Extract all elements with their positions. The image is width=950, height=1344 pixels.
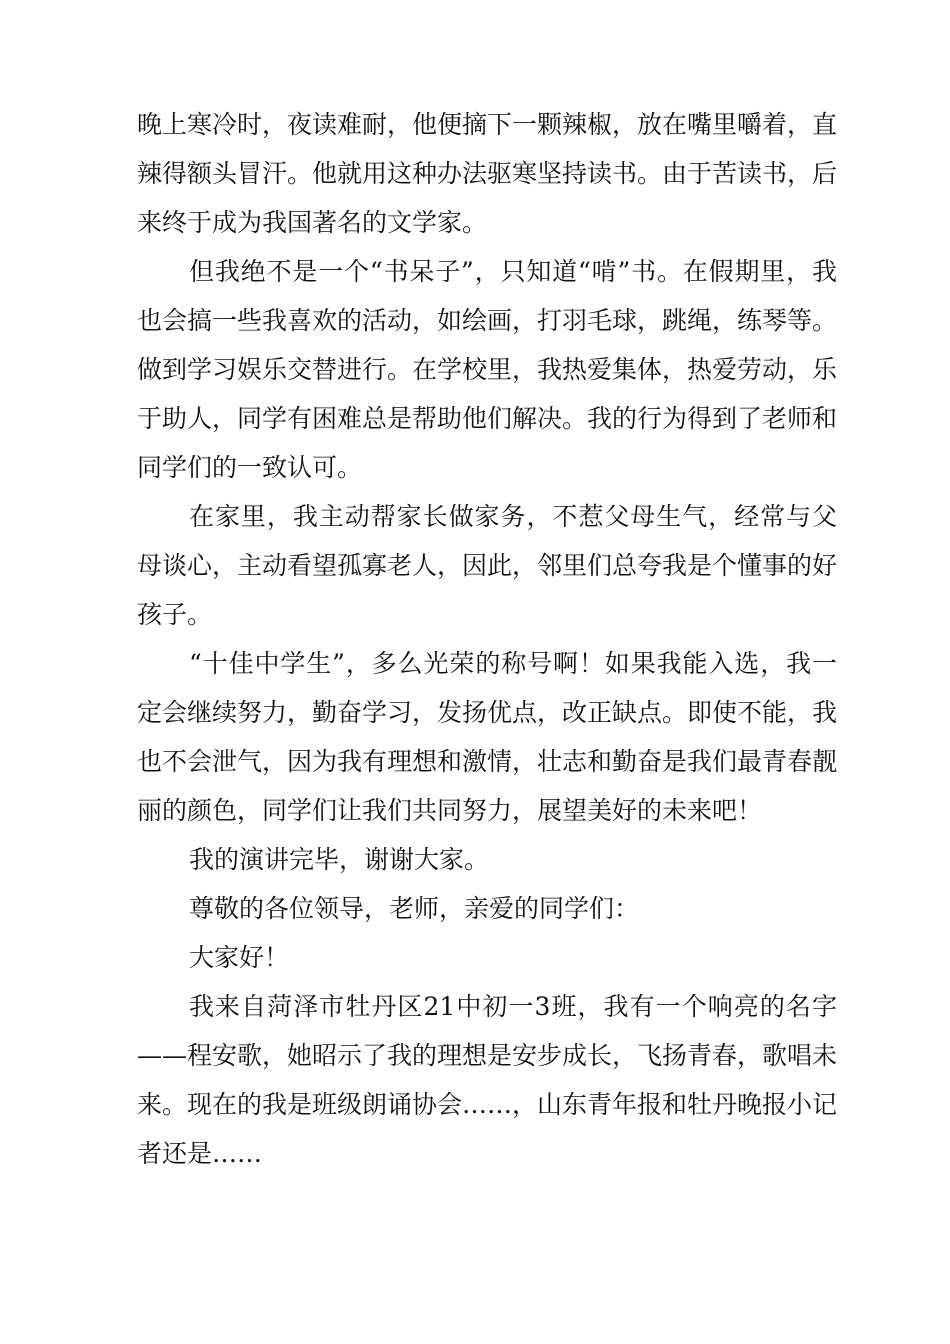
paragraph-3: 在家里，我主动帮家长做家务，不惹父母生气，经常与父母谈心，主动看望孤寡老人，因此，邻里们总夸我是个懂事的好孩子。 — [137, 502, 838, 629]
paragraph-4: “十佳中学生”，多么光荣的称号啊！如果我能入选，我一定会继续努力，勤奋学习，发扬优点，改正缺点。即使不能，我也不会泄气，因为我有理想和激情，壮志和勤奋是我们最青春靓丽的颜色，同学们让我们共同努力，展望美好的未来吧！ — [137, 649, 838, 825]
paragraph-6: 尊敬的各位领导，老师，亲爱的同学们： — [189, 894, 640, 923]
document-body — [137, 100, 837, 1178]
paragraph-8: 我来自菏泽市牡丹区21中初一3班，我有一个响亮的名字——程安歌，她昭示了我的理想是安步成长，飞扬青春，歌唱未来。现在的我是班级朗诵协会……，山东青年报和牡丹晚报小记者还是…… — [137, 992, 838, 1168]
paragraph-1: 晚上寒冷时，夜读难耐，他便摘下一颗辣椒，放在嘴里嚼着，直辣得额头冒汗。他就用这种办法驱寒坚持读书。由于苦读书，后来终于成为我国著名的文学家。 — [137, 110, 838, 237]
paragraph-2: 但我绝不是一个“书呆子”，只知道“啃”书。在假期里，我也会搞一些我喜欢的活动，如绘画，打羽毛球，跳绳，练琴等。做到学习娱乐交替进行。在学校里，我热爱集体，热爱劳动，乐于助人，同学有困难总是帮助他们解决。我的行为得到了老师和同学们的一致认可。 — [137, 257, 838, 482]
paragraph-7: 大家好！ — [189, 943, 290, 972]
paragraph-5: 我的演讲完毕，谢谢大家。 — [189, 845, 490, 874]
